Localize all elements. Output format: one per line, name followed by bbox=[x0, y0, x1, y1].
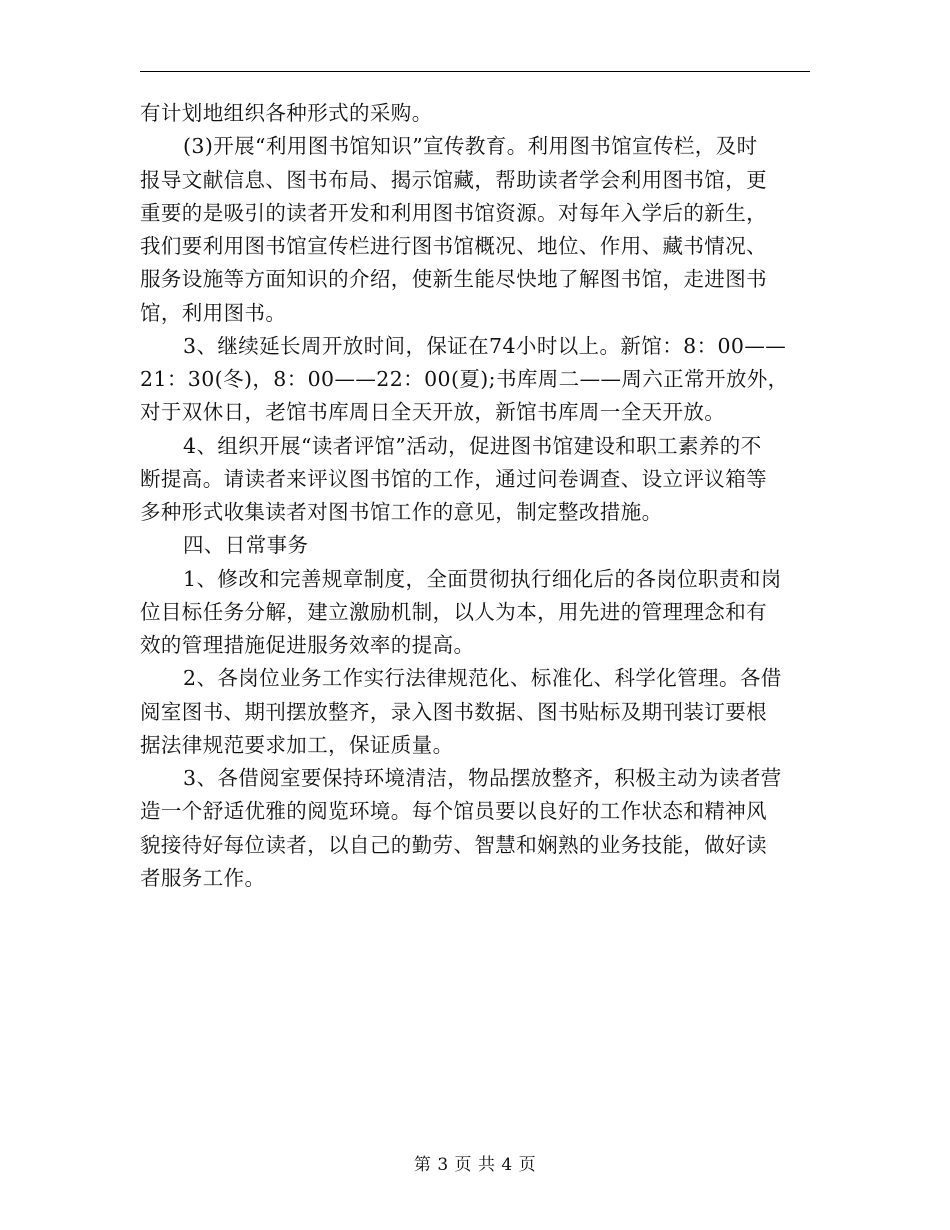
text-line: 有计划地组织各种形式的采购。 bbox=[140, 101, 433, 125]
text-line: 1、修改和完善规章制度，全面贯彻执行细化后的各岗位职责和岗 bbox=[183, 566, 782, 591]
text-line: 阅室图书、期刊摆放整齐，录入图书数据、图书贴标及期刊装订要根 bbox=[140, 699, 767, 724]
text-line: 服务设施等方面知识的介绍，使新生能尽快地了解图书馆，走进图书 bbox=[140, 267, 767, 292]
text-line: 2、各岗位业务工作实行法律规范化、标准化、科学化管理。各借 bbox=[183, 666, 782, 691]
text-line: 效的管理措施促进服务效率的提高。 bbox=[140, 633, 475, 657]
text-line: 造一个舒适优雅的阅览环境。每个馆员要以良好的工作状态和精神风 bbox=[140, 799, 767, 824]
document-body bbox=[140, 103, 820, 901]
text-line: 3、继续延长周开放时间，保证在74小时以上。新馆：8：00—— bbox=[183, 333, 787, 358]
text-line: 3、各借阅室要保持环境清洁，物品摆放整齐，积极主动为读者营 bbox=[183, 766, 782, 790]
text-line: 据法律规范要求加工，保证质量。 bbox=[140, 732, 454, 757]
text-line: 对于双休日，老馆书库周日全天开放，新馆书库周一全天开放。 bbox=[140, 400, 726, 425]
text-line: 我们要利用图书馆宣传栏进行图书馆概况、地位、作用、藏书情况、 bbox=[140, 234, 767, 258]
text-line: 貌接待好每位读者，以自己的勤劳、智慧和娴熟的业务技能，做好读 bbox=[140, 832, 767, 857]
text-line: 4、组织开展“读者评馆”活动，促进图书馆建设和职工素养的不 bbox=[183, 433, 762, 458]
text-line: 多种形式收集读者对图书馆工作的意见，制定整改措施。 bbox=[140, 500, 663, 524]
text-line: 位目标任务分解，建立激励机制，以人为本，用先进的管理理念和有 bbox=[140, 599, 767, 624]
text-line: 馆，利用图书。 bbox=[140, 300, 287, 325]
section-heading: 四、日常事务 bbox=[183, 533, 309, 558]
page-number: 第 3 页 共 4 页 bbox=[413, 1155, 537, 1175]
text-line: 者服务工作。 bbox=[140, 865, 266, 890]
text-line: (3)开展“利用图书馆知识”宣传教育。利用图书馆宣传栏，及时 bbox=[183, 134, 758, 159]
text-line: 断提高。请读者来评议图书馆的工作，通过问卷调查、设立评议箱等 bbox=[140, 466, 767, 491]
text-line: 21：30(冬)，8：00——22：00(夏);书库周二——周六正常开放外， bbox=[140, 367, 789, 391]
text-line: 重要的是吸引的读者开发和利用图书馆资源。对每年入学后的新生， bbox=[140, 200, 767, 225]
text-line: 报导文献信息、图书布局、揭示馆藏，帮助读者学会利用图书馆，更 bbox=[140, 167, 767, 192]
header-rule bbox=[140, 71, 810, 72]
